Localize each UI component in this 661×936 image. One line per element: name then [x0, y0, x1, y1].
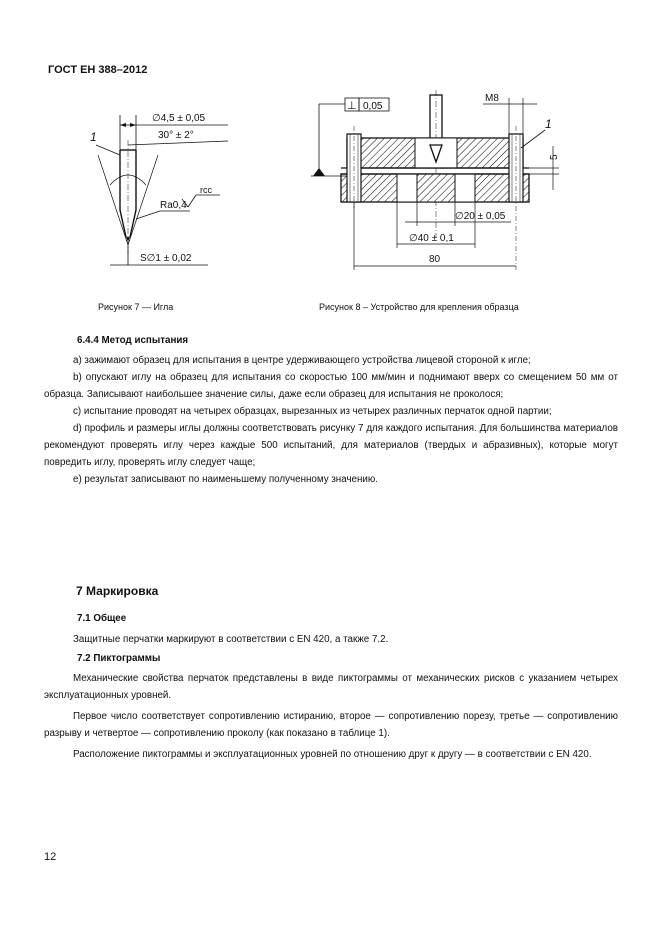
figure-7-caption: Рисунок 7 — Игла	[98, 302, 174, 312]
figure-7-needle	[80, 95, 240, 280]
section-7-2-paragraph-3: Расположение пиктограммы и эксплуатационных уровней по отношению друг к другу — в соответствии с EN 420.	[73, 749, 592, 760]
section-7-heading: 7 Маркировка	[76, 584, 159, 598]
dim-d40: ∅40 ± 0,1	[409, 233, 454, 244]
dim-d20: ∅20 ± 0,05	[455, 211, 506, 222]
list-item-d: d) профиль и размеры иглы должны соответствовать рисунку 7 для каждого испытания. Для большинства материалов рекомендуют проверять иглу через каждые 500 испытаний, для материалов (твердых и абразивных), которые могут повредить иглу, проверять иглу следует чаще;	[44, 423, 618, 468]
section-7-1-heading: 7.1 Общее	[77, 613, 127, 624]
section-6-4-4	[44, 332, 618, 488]
tolerance-symbol: ⊥	[347, 100, 357, 112]
list-item-b: b) опускают иглу на образец для испытания со скоростью 100 мм/мин и поднимают вверх со смещением 50 мм от образца. Записывают наибольшее значение силы, даже если образец для испытания не проколося;	[44, 372, 618, 400]
needle-callout-1: 1	[90, 130, 97, 144]
section-7	[44, 583, 618, 763]
needle-roughness-label: rcc	[200, 185, 212, 195]
needle-drawing	[80, 95, 240, 275]
needle-ra-label: Ra0,4	[160, 200, 187, 211]
holder-drawing	[305, 90, 570, 275]
list-item-c: c) испытание проводят на четырех образцах, вырезанных из четырех различных перчаток одной партии;	[73, 406, 552, 417]
figure-8-holder	[305, 90, 570, 280]
section-6-4-4-heading: 6.4.4 Метод испытания	[77, 335, 189, 346]
figure-8-caption: Рисунок 8 – Устройство для крепления образца	[319, 302, 519, 312]
dim-80: 80	[429, 254, 441, 265]
section-7-2-heading: 7.2 Пиктограммы	[77, 653, 161, 664]
holder-callout-1: 1	[545, 117, 552, 131]
tolerance-value: 0,05	[363, 101, 383, 112]
list-item-e: e) результат записывают по наименьшему полученному значению.	[73, 474, 378, 485]
section-7-2-paragraph-1: Механические свойства перчаток представлены в виде пиктограммы от механических рисков с указанием четырех эксплуатационных уровней.	[44, 673, 618, 701]
section-7-2-paragraph-2: Первое число соответствует сопротивлению истиранию, второе — сопротивлению порезу, третье — сопротивлению разрыву и четвертое — сопротивлению проколу (как показано в таблице 1).	[44, 711, 618, 739]
section-7-1-text: Защитные перчатки маркируют в соответствии с EN 420, а также 7.2.	[73, 634, 389, 645]
list-item-a: а) зажимают образец для испытания в центре удерживающего устройства лицевой стороной к игле;	[73, 355, 531, 366]
dim-5: 5	[549, 154, 560, 160]
thread-label: M8	[485, 93, 499, 104]
needle-tip-label: S∅1 ± 0,02	[140, 253, 192, 264]
needle-diameter-label: ∅4,5 ± 0,05	[152, 113, 206, 124]
page-number: 12	[44, 851, 57, 863]
needle-angle-label: 30° ± 2°	[158, 130, 194, 141]
document-header: ГОСТ EH 388–2012	[48, 64, 148, 76]
